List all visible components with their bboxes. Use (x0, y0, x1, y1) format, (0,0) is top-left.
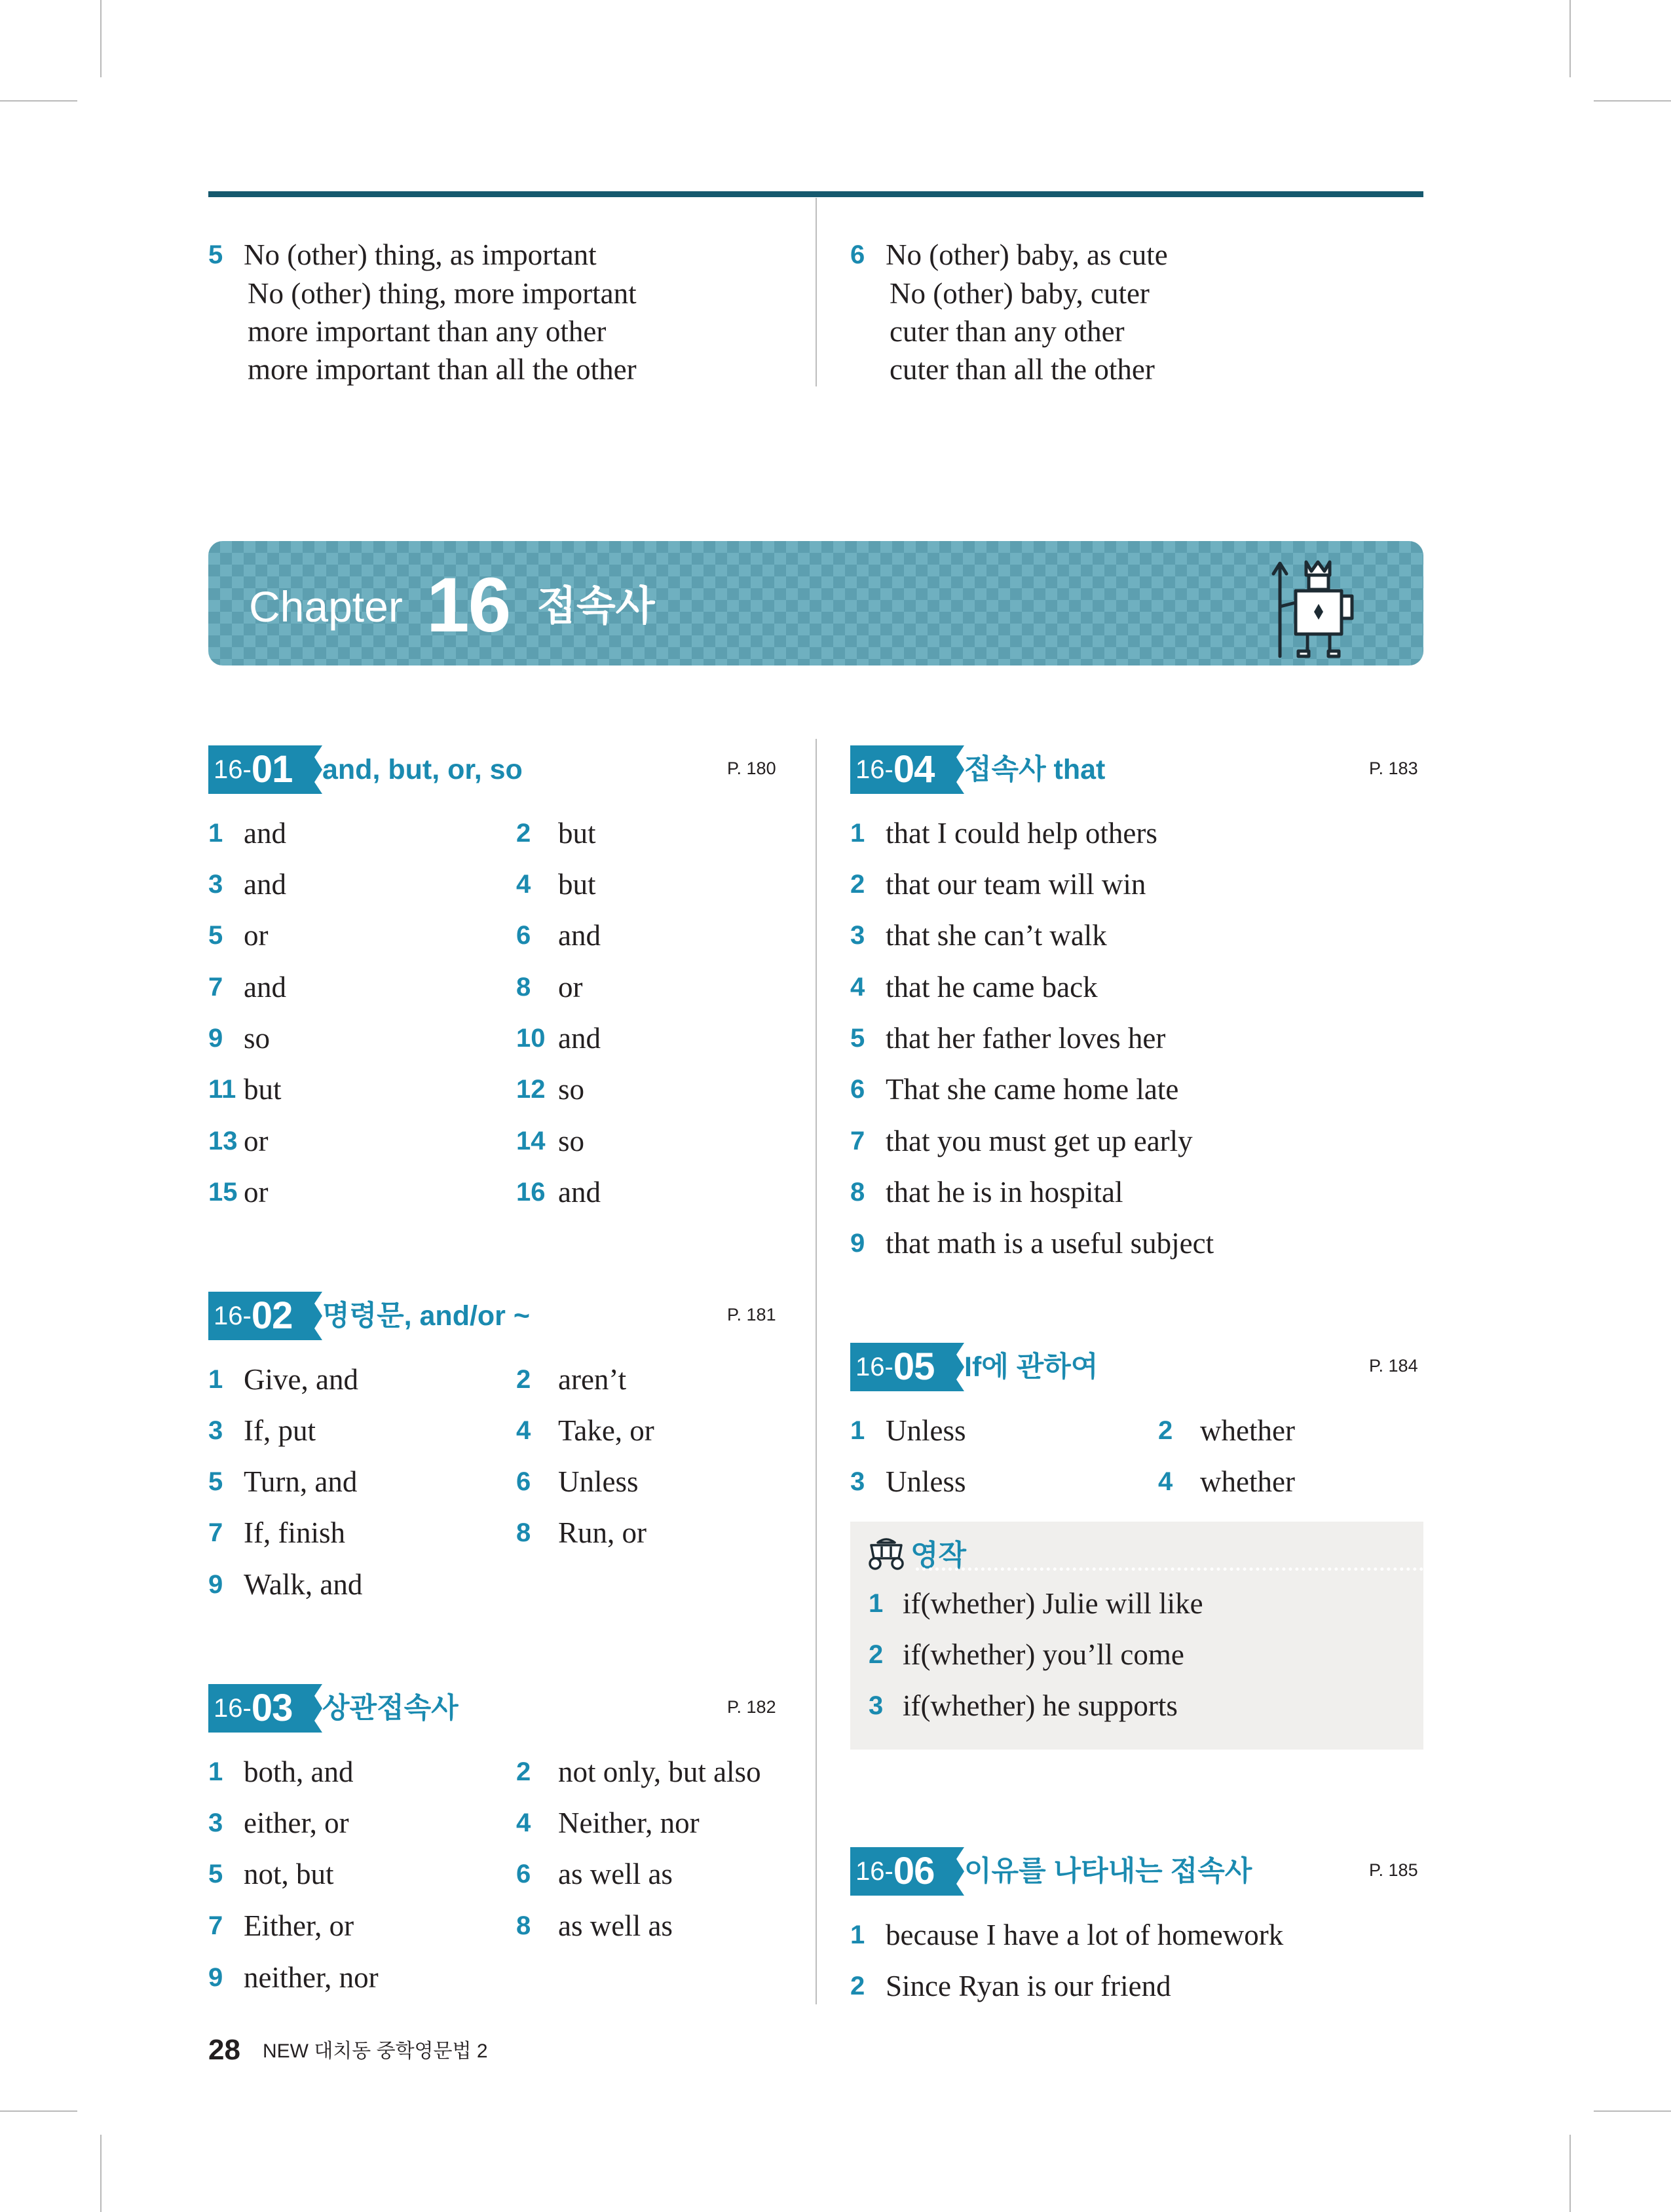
answer-text: Give, and (244, 1363, 358, 1396)
dotted-divider (916, 1567, 1423, 1571)
answer-number: 13 (208, 1127, 238, 1155)
crop-mark (1594, 100, 1671, 102)
answer-number: 3 (208, 1809, 223, 1837)
answer-text: cuter than any other (890, 315, 1125, 348)
answer-text: that I could help others (886, 817, 1157, 850)
answer-number: 7 (208, 1518, 223, 1547)
badge-prefix: 16- (214, 755, 252, 784)
answer-number: 2 (1158, 1416, 1173, 1445)
answer-text: both, and (244, 1755, 354, 1788)
badge-code: 03 (251, 1687, 293, 1729)
answer-number: 1 (208, 1365, 223, 1394)
badge-prefix: 16- (855, 1353, 893, 1381)
page-reference: P. 183 (1369, 759, 1418, 778)
answer-text: that he came back (886, 971, 1098, 1003)
crop-mark (100, 0, 102, 77)
top-rule (208, 191, 1423, 197)
answer-text: if(whether) Julie will like (903, 1587, 1203, 1620)
chapter-number: 16 (426, 562, 510, 648)
answer-number: 2 (869, 1640, 884, 1669)
answer-text: If, put (244, 1414, 316, 1447)
answer-text: Unless (886, 1465, 966, 1498)
answer-text: as well as (558, 1909, 673, 1942)
page-number: 28 (208, 2034, 240, 2066)
section-badge (208, 1684, 312, 1733)
answer-text: Unless (558, 1465, 639, 1498)
answer-text: that you must get up early (886, 1125, 1193, 1157)
answer-number: 2 (516, 1757, 531, 1786)
answer-text: and (558, 1022, 601, 1055)
badge-prefix: 16- (214, 1302, 252, 1330)
page-reference: P. 181 (727, 1305, 776, 1324)
answer-text: cuter than all the other (890, 353, 1155, 386)
badge-notch (951, 1847, 964, 1896)
answer-text: but (558, 817, 596, 850)
answer-number: 10 (516, 1024, 546, 1053)
answer-text: No (other) baby, cuter (890, 277, 1150, 310)
answer-text: No (other) thing, more important (248, 277, 637, 310)
answer-text: If, finish (244, 1516, 345, 1549)
answer-number: 9 (850, 1229, 865, 1258)
answer-text: more important than all the other (248, 353, 637, 386)
answer-text: that her father loves her (886, 1022, 1166, 1055)
answer-number: 6 (850, 1075, 865, 1104)
answer-text: or (244, 919, 269, 952)
answer-number: 4 (516, 1809, 531, 1837)
section-badge (208, 745, 312, 794)
answer-text: Run, or (558, 1516, 647, 1549)
crop-mark (0, 2110, 77, 2112)
answer-text: that he is in hospital (886, 1176, 1123, 1209)
answer-text: That she came home late (886, 1073, 1179, 1106)
answer-text: Turn, and (244, 1465, 358, 1498)
answer-text: Walk, and (244, 1568, 363, 1601)
section-badge (850, 1847, 954, 1896)
page-reference: P. 182 (727, 1697, 776, 1717)
answer-text: whether (1200, 1414, 1295, 1447)
answer-text: more important than any other (248, 315, 607, 348)
answer-text: and (244, 817, 286, 850)
chapter-word: Chapter (249, 582, 403, 631)
crop-mark (0, 100, 77, 102)
answer-number: 6 (516, 921, 531, 950)
answer-number: 2 (516, 819, 531, 848)
answer-number: 6 (850, 240, 865, 269)
badge-code: 04 (893, 748, 935, 791)
crop-mark (1569, 0, 1571, 77)
answer-number: 2 (850, 870, 865, 899)
chapter-title: 접속사 (537, 584, 655, 629)
answer-text: so (244, 1022, 271, 1055)
answer-number: 1 (850, 819, 865, 848)
answer-text: if(whether) he supports (903, 1689, 1178, 1722)
section-title: and, but, or, so (322, 754, 523, 785)
badge-notch (309, 1292, 322, 1340)
answer-text: No (other) baby, as cute (886, 238, 1168, 271)
answer-number: 3 (208, 1416, 223, 1445)
answer-number: 2 (850, 1972, 865, 2000)
answer-number: 2 (516, 1365, 531, 1394)
page-reference: P. 185 (1369, 1860, 1418, 1880)
badge-code: 02 (251, 1294, 293, 1337)
answer-text: but (244, 1073, 282, 1106)
answer-text: Since Ryan is our friend (886, 1970, 1171, 2002)
answer-number: 4 (516, 870, 531, 899)
answer-text: so (558, 1125, 585, 1157)
answer-text: or (244, 1125, 269, 1157)
answer-number: 11 (208, 1075, 236, 1104)
answer-text: whether (1200, 1465, 1295, 1498)
answer-text: that our team will win (886, 868, 1146, 901)
section-badge (850, 1343, 954, 1391)
badge-notch (309, 745, 322, 794)
page-reference: P. 184 (1369, 1356, 1418, 1376)
section-title: 이유를 나타내는 접속사 (964, 1856, 1252, 1887)
answer-number: 4 (516, 1416, 531, 1445)
answer-text: and (244, 868, 286, 901)
answer-text: if(whether) you’ll come (903, 1638, 1184, 1671)
answer-number: 9 (208, 1963, 223, 1992)
answer-text: but (558, 868, 596, 901)
crop-mark (1569, 2135, 1571, 2212)
column-divider (816, 739, 817, 2004)
answer-number: 8 (850, 1178, 865, 1207)
answer-text: not, but (244, 1858, 334, 1890)
answer-number: 5 (208, 240, 223, 269)
section-badge (208, 1292, 312, 1340)
answer-number: 3 (208, 870, 223, 899)
badge-code: 01 (251, 748, 293, 791)
answer-text: because I have a lot of homework (886, 1919, 1284, 1951)
crop-mark (1594, 2110, 1671, 2112)
answer-text: so (558, 1073, 585, 1106)
answer-text: neither, nor (244, 1961, 379, 1994)
section-title: If에 관하여 (964, 1351, 1098, 1383)
answer-text: or (558, 971, 583, 1003)
answer-text: not only, but also (558, 1755, 761, 1788)
book-title: NEW 대치동 중학영문법 2 (263, 2040, 488, 2062)
answer-number: 14 (516, 1127, 546, 1155)
answer-number: 5 (208, 1860, 223, 1888)
answer-number: 5 (850, 1024, 865, 1053)
answer-number: 8 (516, 1518, 531, 1547)
answer-number: 1 (208, 1757, 223, 1786)
composition-box (850, 1522, 1423, 1750)
answer-text: and (558, 1176, 601, 1209)
answer-text: or (244, 1176, 269, 1209)
badge-prefix: 16- (855, 1857, 893, 1886)
answer-number: 4 (1158, 1467, 1173, 1496)
carriage-icon (865, 1536, 908, 1570)
crop-mark (100, 2135, 102, 2212)
answer-number: 9 (208, 1024, 223, 1053)
answer-number: 7 (208, 973, 223, 1002)
answer-text: Unless (886, 1414, 966, 1447)
answer-text: that she can’t walk (886, 919, 1107, 952)
chapter-banner (208, 541, 1423, 665)
answer-number: 5 (208, 1467, 223, 1496)
answer-number: 5 (208, 921, 223, 950)
answer-number: 7 (208, 1911, 223, 1940)
section-title: 접속사 that (964, 754, 1106, 785)
answer-number: 3 (850, 1467, 865, 1496)
badge-code: 06 (893, 1850, 935, 1892)
section-title: 상관접속사 (322, 1693, 459, 1724)
answer-number: 7 (850, 1127, 865, 1155)
page-reference: P. 180 (727, 759, 776, 778)
answer-number: 6 (516, 1467, 531, 1496)
answer-number: 12 (516, 1075, 546, 1104)
answer-text: that math is a useful subject (886, 1227, 1214, 1260)
badge-notch (951, 745, 964, 794)
section-badge (850, 745, 954, 794)
answer-text: Either, or (244, 1909, 354, 1942)
answer-text: either, or (244, 1807, 349, 1839)
answer-text: Neither, nor (558, 1807, 700, 1839)
answer-number: 1 (850, 1416, 865, 1445)
answer-number: 3 (850, 921, 865, 950)
answer-text: as well as (558, 1858, 673, 1890)
answer-number: 15 (208, 1178, 238, 1207)
answer-text: and (244, 971, 286, 1003)
answer-number: 1 (208, 819, 223, 848)
badge-prefix: 16- (214, 1694, 252, 1723)
answer-text: Take, or (558, 1414, 654, 1447)
answer-number: 16 (516, 1178, 546, 1207)
answer-number: 1 (850, 1921, 865, 1949)
answer-number: 1 (869, 1589, 884, 1618)
card-soldier-icon (1269, 555, 1368, 659)
badge-prefix: 16- (855, 755, 893, 784)
answer-text: No (other) thing, as important (244, 238, 597, 271)
answer-number: 3 (869, 1691, 884, 1720)
box-label: 영작 (911, 1539, 967, 1571)
badge-code: 05 (893, 1345, 935, 1388)
column-divider (816, 198, 817, 386)
answer-number: 9 (208, 1570, 223, 1599)
section-title: 명령문, and/or ~ (322, 1300, 530, 1332)
answer-number: 8 (516, 1911, 531, 1940)
answer-number: 6 (516, 1860, 531, 1888)
badge-notch (309, 1684, 322, 1733)
answer-text: aren’t (558, 1363, 627, 1396)
answer-text: and (558, 919, 601, 952)
answer-number: 4 (850, 973, 865, 1002)
answer-number: 8 (516, 973, 531, 1002)
badge-notch (951, 1343, 964, 1391)
